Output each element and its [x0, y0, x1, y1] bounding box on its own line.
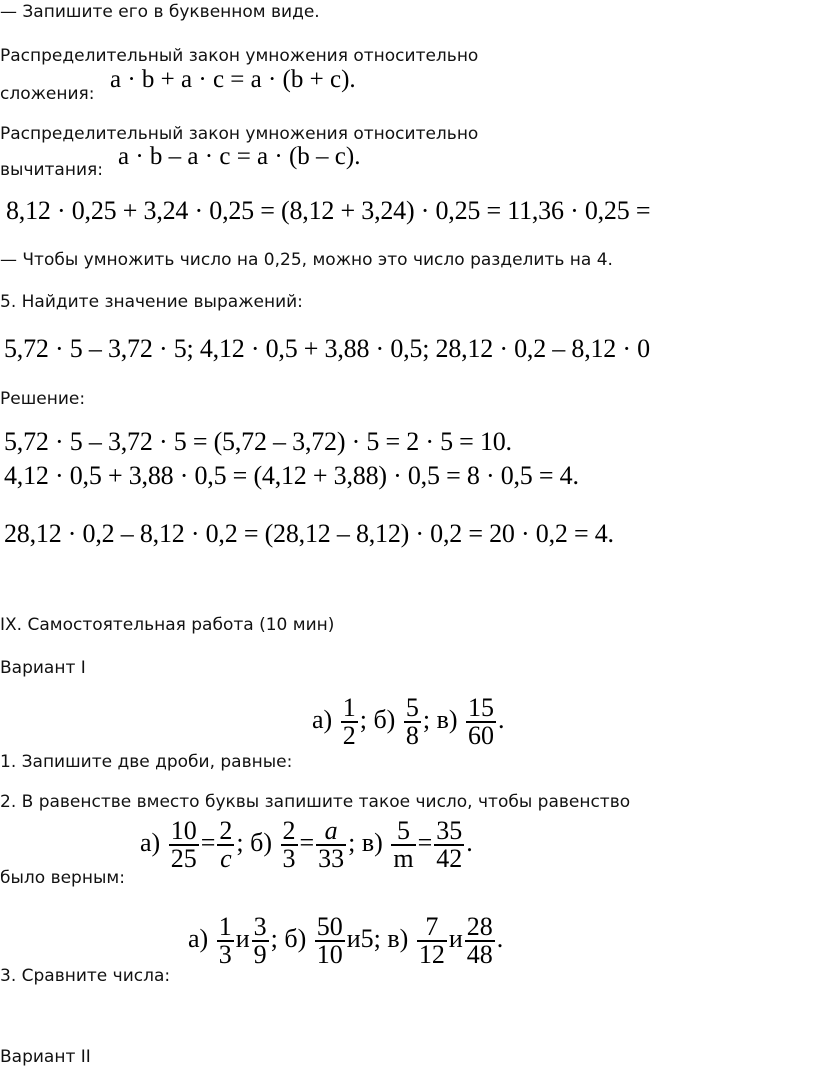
text-variant-2: Вариант II: [0, 1047, 91, 1067]
and-word: и: [346, 923, 361, 953]
fraction-denominator: 42: [436, 844, 463, 873]
label-c: в): [361, 827, 383, 857]
fraction-denominator: 3: [282, 844, 296, 873]
separator: ;: [348, 827, 356, 857]
text-law-subtraction-2: вычитания:: [0, 160, 103, 180]
separator: ;: [359, 704, 367, 734]
fraction: [417, 914, 447, 968]
text-law-subtraction-1: Распределительный закон умножения относительно: [0, 124, 479, 144]
fraction: [252, 914, 269, 968]
fraction: [341, 695, 358, 749]
equals-sign: =: [200, 827, 216, 857]
fraction-numerator: 10: [170, 816, 197, 845]
separator: ;: [270, 923, 278, 953]
fraction: [465, 914, 495, 968]
fraction-numerator: 1: [342, 693, 356, 722]
formula-solution-3: 28,12 · 0,2 – 8,12 · 0,2 = (28,12 – 8,12) · 0,2 = 20 · 0,2 = 4.: [4, 519, 614, 548]
fraction: [391, 818, 415, 872]
label-c: в): [436, 704, 458, 734]
task-2-equations: [140, 818, 473, 872]
text-section-ix: IX. Самостоятельная работа (10 мин): [0, 615, 335, 635]
fraction-denominator: 10: [316, 940, 343, 969]
fraction: [169, 818, 199, 872]
separator: ;: [373, 923, 381, 953]
text-rule-025: — Чтобы умножить число на 0,25, можно это число разделить на 4.: [0, 250, 613, 270]
fraction-numerator: 50: [316, 912, 343, 941]
fraction-numerator: 7: [417, 914, 447, 942]
fraction: [281, 818, 298, 872]
text-line-1: — Запишите его в буквенном виде.: [0, 2, 320, 22]
task-1-fractions: [312, 695, 505, 749]
formula-solution-1: 5,72 · 5 – 3,72 · 5 = (5,72 – 3,72) · 5 = 2 · 5 = 10.: [4, 427, 512, 456]
fraction-denominator: 2: [342, 721, 356, 750]
fraction: [404, 695, 421, 749]
period: .: [496, 923, 504, 953]
fraction-numerator: a: [316, 818, 346, 846]
text-task-2-line-2: было верным:: [0, 868, 125, 888]
period: .: [466, 827, 473, 857]
label-c: в): [387, 923, 409, 953]
label-b: б): [250, 827, 272, 857]
fraction-denominator: 33: [318, 844, 345, 873]
fraction: [466, 695, 496, 749]
fraction-numerator: 35: [436, 816, 463, 845]
text-variant-1: Вариант I: [0, 658, 86, 678]
period: .: [498, 704, 505, 734]
fraction-numerator: 5: [405, 693, 419, 722]
fraction: [316, 818, 346, 872]
fraction-numerator: 28: [466, 912, 493, 941]
fraction-numerator: 3: [253, 912, 267, 941]
fraction-denominator: 3: [218, 940, 232, 969]
label-a: а): [312, 704, 333, 734]
text-task-2-line-1: 2. В равенстве вместо буквы запишите такое число, чтобы равенство: [0, 792, 631, 812]
fraction-denominator: 60: [468, 721, 494, 750]
fraction-numerator: 2: [219, 816, 233, 845]
formula-addition-law: a · b + a · c = a · (b + c).: [110, 66, 356, 93]
fraction-numerator: 15: [468, 693, 494, 722]
label-b: б): [284, 923, 307, 953]
fraction: [315, 914, 345, 968]
text-solution-heading: Решение:: [0, 389, 86, 409]
fraction-denominator: 8: [405, 721, 419, 750]
fraction-numerator: 1: [218, 912, 232, 941]
fraction-denominator: 12: [418, 940, 445, 969]
text-task-1: 1. Запишите две дроби, равные:: [0, 752, 293, 772]
fraction-denominator: m: [393, 844, 414, 873]
fraction-denominator: c: [220, 844, 232, 873]
label-a: а): [140, 827, 161, 857]
formula-solution-2: 4,12 · 0,5 + 3,88 · 0,5 = (4,12 + 3,88) · 0,5 = 8 · 0,5 = 4.: [4, 461, 579, 490]
fraction-denominator: 48: [466, 940, 493, 969]
label-b: б): [373, 704, 396, 734]
fraction: [217, 818, 234, 872]
text-task-5: 5. Найдите значение выражений:: [0, 292, 303, 312]
formula-subtraction-law: a · b – a · c = a · (b – c).: [118, 143, 361, 170]
fraction-numerator: 5: [391, 818, 415, 846]
number: 5: [360, 923, 374, 953]
equals-sign: =: [417, 827, 433, 857]
text-law-addition-2: сложения:: [0, 84, 95, 104]
label-a: а): [188, 923, 209, 953]
equals-sign: =: [299, 827, 315, 857]
formula-example-025: 8,12 · 0,25 + 3,24 · 0,25 = (8,12 + 3,24) · 0,25 = 11,36 · 0,25 =: [6, 196, 651, 225]
fraction: [434, 818, 464, 872]
fraction-denominator: 25: [170, 844, 197, 873]
text-law-addition-1: Распределительный закон умножения относительно: [0, 46, 479, 66]
and-word: и: [448, 923, 463, 953]
separator: ;: [236, 827, 244, 857]
text-task-3: 3. Сравните числа:: [0, 966, 171, 986]
fraction-numerator: 2: [282, 816, 296, 845]
fraction: [217, 914, 234, 968]
fraction-denominator: 9: [253, 940, 267, 969]
task-3-comparisons: [188, 914, 503, 968]
formula-task-5-expressions: 5,72 · 5 – 3,72 · 5; 4,12 · 0,5 + 3,88 · 0,5; 28,12 · 0,2 – 8,12 · 0: [4, 334, 650, 363]
and-word: и: [235, 923, 250, 953]
separator: ;: [422, 704, 431, 734]
